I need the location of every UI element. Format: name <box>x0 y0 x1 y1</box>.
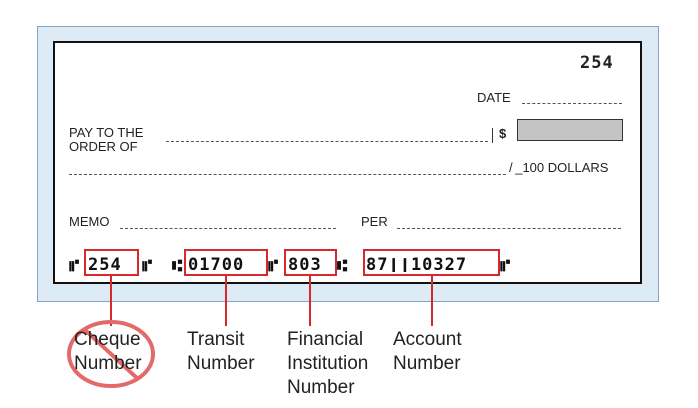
pay-to-label: PAY TO THE ORDER OF <box>69 125 144 154</box>
micr-transit: 01700 <box>188 255 245 275</box>
account-number-highlight <box>363 249 500 276</box>
micr-symbol: ⑈ <box>500 256 512 276</box>
micr-account: 87❙❙10327 <box>366 255 468 275</box>
transit-number-leader <box>225 276 227 326</box>
micr-symbol: ⑈ <box>142 256 154 276</box>
micr-institution: 803 <box>288 255 322 275</box>
payee-line <box>166 141 488 142</box>
institution-number-label: Financial Institution Number <box>287 329 369 398</box>
signature-line <box>397 228 621 229</box>
dollar-sign: $ <box>499 126 507 141</box>
micr-symbol: ⑆ <box>172 256 184 276</box>
cheque-number: 254 <box>580 53 614 73</box>
account-number-leader <box>431 276 433 326</box>
account-number-label: Account Number <box>393 329 462 374</box>
amount-dollars-label: / _100 DOLLARS <box>509 160 609 175</box>
date-line <box>522 103 622 104</box>
cheque-number-label: Cheque Number <box>74 329 142 374</box>
institution-number-leader <box>309 276 311 326</box>
transit-number-label: Transit Number <box>187 329 255 374</box>
memo-label: MEMO <box>69 214 110 229</box>
amount-box <box>517 119 623 141</box>
per-label: PER <box>361 214 388 229</box>
memo-line <box>120 228 336 229</box>
micr-cheque-number: 254 <box>88 255 122 275</box>
micr-prefix: ⑈ <box>69 256 81 276</box>
institution-number-highlight <box>284 249 337 276</box>
amount-words-line <box>69 174 506 175</box>
payee-divider <box>492 128 493 143</box>
micr-symbol: ⑈ <box>268 256 280 276</box>
cheque-number-highlight <box>84 249 139 276</box>
micr-symbol: ⑆ <box>337 256 349 276</box>
date-label: DATE <box>477 90 511 105</box>
transit-number-highlight <box>184 249 268 276</box>
